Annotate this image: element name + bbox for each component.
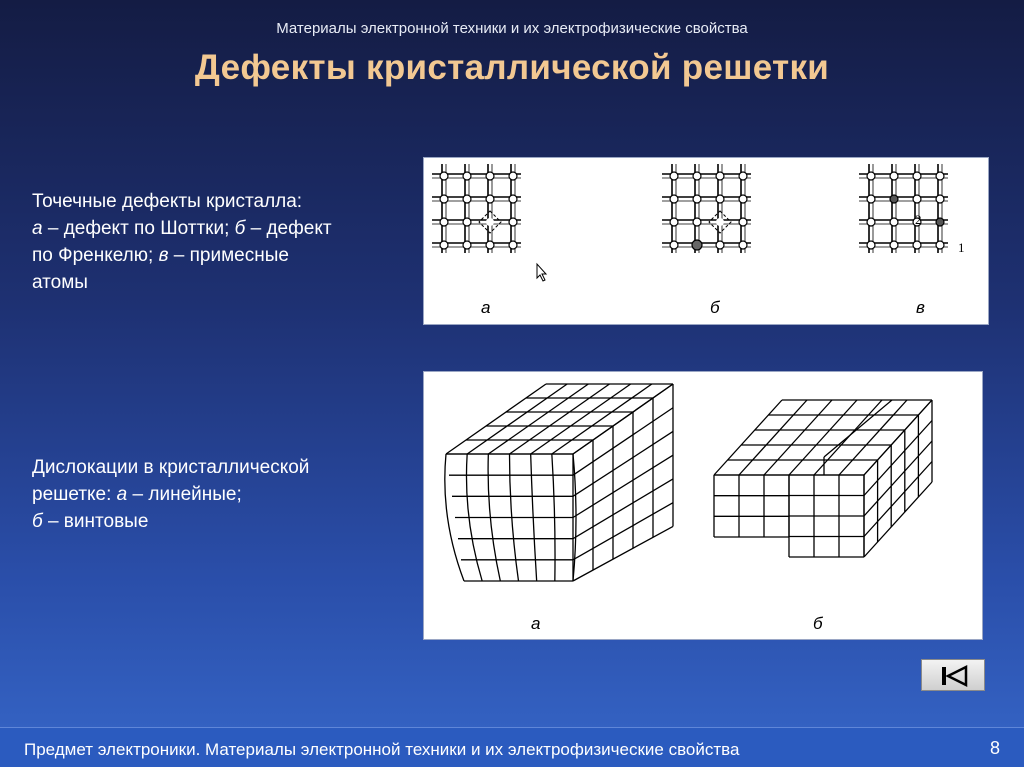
slide-title: Дефекты кристаллической решетки [194, 48, 830, 87]
caption-a: а [481, 298, 491, 317]
frenkel-text-end: по Френкелю; [32, 245, 159, 266]
screw-text: – винтовые [42, 511, 149, 532]
dislocations-heading: Дислокации в кристаллической [32, 457, 310, 478]
point-defects-line-3 [32, 242, 332, 269]
label-2: 2 [915, 212, 922, 227]
lattice-frenkel [662, 164, 751, 253]
footer-text: Предмет электроники. Материалы электронной техники и их электрофизические свойства [24, 740, 740, 759]
edge-dislocation-block [445, 384, 673, 581]
edge-text: – линейные; [127, 484, 242, 505]
point-defects-line-2 [32, 215, 332, 242]
first-slide-button[interactable] [921, 659, 985, 691]
schottky-text: – дефект по Шоттки; [42, 218, 235, 239]
slide-subtitle: Материалы электронной техники и их электрофизические свойства [276, 20, 748, 37]
dislocations-figure [423, 371, 983, 640]
page-number: 8 [989, 738, 1000, 758]
marker-b: б [32, 511, 43, 532]
slide-footer [0, 727, 1024, 767]
label-1: 1 [958, 240, 965, 255]
caption-b: б [813, 614, 823, 633]
dislocations-drawing [424, 372, 984, 641]
marker-b: б [234, 218, 246, 239]
dislocations-description [32, 454, 309, 535]
lattice-schottky [432, 164, 546, 281]
marker-a: а [116, 484, 128, 505]
screw-dislocation-block [714, 400, 932, 557]
caption-c: в [916, 298, 925, 317]
point-defects-heading: Точечные дефекты кристалла: [32, 191, 303, 212]
point-defects-figure [423, 157, 989, 325]
dislocations-line-3 [32, 508, 309, 535]
point-defects-line-4: атомы [32, 272, 88, 293]
lattice-word: решетке: [32, 484, 117, 505]
caption-b: б [710, 298, 720, 317]
point-defects-description [32, 188, 332, 296]
frenkel-text-start: – дефект [245, 218, 332, 239]
impurity-text-start: – примесные [168, 245, 289, 266]
dislocations-line-2 [32, 481, 309, 508]
first-slide-icon [922, 660, 986, 692]
lattice-impurity [859, 164, 948, 253]
point-defects-lattices [424, 158, 990, 326]
marker-a: а [32, 218, 43, 239]
caption-a: а [531, 614, 541, 633]
marker-c: в [158, 245, 169, 266]
